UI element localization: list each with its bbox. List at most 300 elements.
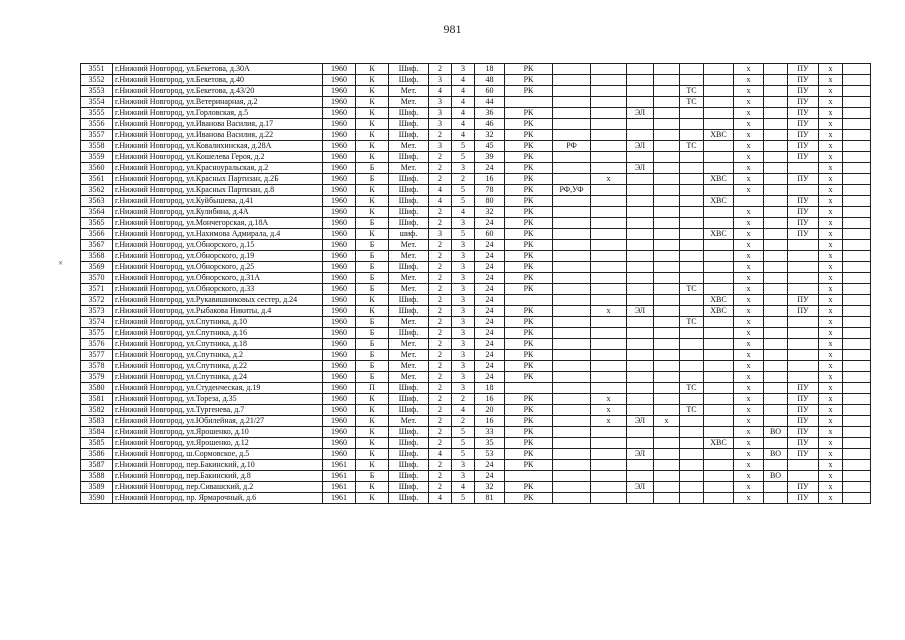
cell-facade xyxy=(553,427,591,438)
cell-x2 xyxy=(654,141,680,152)
cell-el xyxy=(627,383,654,394)
cell-a: 3 xyxy=(429,75,452,86)
cell-x2 xyxy=(654,185,680,196)
cell-x2 xyxy=(654,482,680,493)
cell-el: ЭЛ xyxy=(627,108,654,119)
cell-a: 2 xyxy=(429,273,452,284)
table-row xyxy=(81,119,871,130)
cell-type: К xyxy=(356,75,389,86)
cell-vo xyxy=(764,405,788,416)
cell-ts xyxy=(680,273,704,284)
table-row xyxy=(81,185,871,196)
cell-apartments: 24 xyxy=(475,361,505,372)
cell-vo xyxy=(764,295,788,306)
table-row xyxy=(81,251,871,262)
cell-address: г.Нижний Новгород, ул.Рыбакова Никиты, д.4 xyxy=(113,306,323,317)
cell-hvs xyxy=(704,482,734,493)
cell-facade xyxy=(553,471,591,482)
cell-roof: Мет. xyxy=(389,240,429,251)
cell-apartments: 24 xyxy=(475,339,505,350)
cell-x4: х xyxy=(819,449,843,460)
cell-rk: РК xyxy=(505,251,553,262)
cell-number: 3579 xyxy=(81,372,113,383)
cell-rk: РК xyxy=(505,130,553,141)
cell-hvs xyxy=(704,141,734,152)
cell-hvs xyxy=(704,163,734,174)
cell-year: 1960 xyxy=(323,86,356,97)
cell-x2 xyxy=(654,493,680,504)
cell-roof: Мет. xyxy=(389,350,429,361)
cell-x1 xyxy=(591,295,627,306)
cell-pu: ПУ xyxy=(788,493,819,504)
cell-number: 3571 xyxy=(81,284,113,295)
cell-apartments: 18 xyxy=(475,64,505,75)
cell-roof: Мет. xyxy=(389,97,429,108)
cell-el xyxy=(627,460,654,471)
cell-address: г.Нижний Новгород, пер.Бакинский, д.10 xyxy=(113,460,323,471)
cell-x3: х xyxy=(734,394,764,405)
cell-el xyxy=(627,174,654,185)
cell-year: 1961 xyxy=(323,460,356,471)
cell-ts xyxy=(680,196,704,207)
cell-x3 xyxy=(734,196,764,207)
cell-address: г.Нижний Новгород, ул.Мончегорская, д.18А xyxy=(113,218,323,229)
cell-address: г.Нижний Новгород, ул.Ярошенко, д.12 xyxy=(113,438,323,449)
cell-number: 3567 xyxy=(81,240,113,251)
cell-el xyxy=(627,295,654,306)
cell-x3: х xyxy=(734,317,764,328)
cell-x4: х xyxy=(819,427,843,438)
cell-rk: РК xyxy=(505,207,553,218)
cell-roof: Шиф. xyxy=(389,130,429,141)
margin-mark: × xyxy=(58,258,64,268)
cell-extra xyxy=(843,163,871,174)
cell-hvs xyxy=(704,493,734,504)
cell-pu: ПУ xyxy=(788,97,819,108)
cell-x4: х xyxy=(819,383,843,394)
cell-floors: 5 xyxy=(452,185,475,196)
cell-facade xyxy=(553,86,591,97)
cell-type: К xyxy=(356,152,389,163)
cell-vo: ВО xyxy=(764,471,788,482)
cell-x1 xyxy=(591,207,627,218)
cell-ts: ТС xyxy=(680,405,704,416)
cell-number: 3580 xyxy=(81,383,113,394)
cell-x3: х xyxy=(734,218,764,229)
cell-year: 1960 xyxy=(323,295,356,306)
cell-pu xyxy=(788,361,819,372)
cell-el xyxy=(627,218,654,229)
cell-address: г.Нижний Новгород, ул.Иванова Василия, д.22 xyxy=(113,130,323,141)
cell-ts xyxy=(680,493,704,504)
cell-year: 1960 xyxy=(323,317,356,328)
cell-year: 1960 xyxy=(323,108,356,119)
cell-x3: х xyxy=(734,383,764,394)
cell-x1 xyxy=(591,339,627,350)
cell-vo xyxy=(764,251,788,262)
cell-x3: х xyxy=(734,449,764,460)
cell-address: г.Нижний Новгород, пер.Сивашский, д.2 xyxy=(113,482,323,493)
cell-facade xyxy=(553,174,591,185)
cell-year: 1960 xyxy=(323,75,356,86)
cell-year: 1960 xyxy=(323,240,356,251)
cell-ts xyxy=(680,350,704,361)
cell-el xyxy=(627,75,654,86)
cell-number: 3577 xyxy=(81,350,113,361)
cell-x3: х xyxy=(734,130,764,141)
cell-vo xyxy=(764,372,788,383)
cell-type: К xyxy=(356,482,389,493)
table-row xyxy=(81,339,871,350)
cell-roof: Шиф. xyxy=(389,438,429,449)
cell-x1 xyxy=(591,75,627,86)
cell-vo xyxy=(764,152,788,163)
cell-hvs: ХВС xyxy=(704,295,734,306)
cell-vo xyxy=(764,493,788,504)
cell-ts xyxy=(680,295,704,306)
cell-x1 xyxy=(591,152,627,163)
cell-el xyxy=(627,119,654,130)
cell-a: 2 xyxy=(429,372,452,383)
cell-rk xyxy=(505,97,553,108)
cell-extra xyxy=(843,251,871,262)
cell-extra xyxy=(843,471,871,482)
table-row xyxy=(81,482,871,493)
cell-rk: РК xyxy=(505,64,553,75)
cell-x4: х xyxy=(819,339,843,350)
cell-floors: 4 xyxy=(452,207,475,218)
cell-floors: 2 xyxy=(452,174,475,185)
cell-x1 xyxy=(591,361,627,372)
cell-x4: х xyxy=(819,86,843,97)
cell-apartments: 32 xyxy=(475,482,505,493)
cell-x4: х xyxy=(819,174,843,185)
cell-ts xyxy=(680,207,704,218)
cell-year: 1960 xyxy=(323,394,356,405)
cell-vo xyxy=(764,339,788,350)
cell-ts xyxy=(680,130,704,141)
cell-x2 xyxy=(654,130,680,141)
cell-a: 3 xyxy=(429,97,452,108)
cell-number: 3556 xyxy=(81,119,113,130)
cell-apartments: 24 xyxy=(475,372,505,383)
cell-el xyxy=(627,361,654,372)
cell-ts: ТС xyxy=(680,383,704,394)
cell-x4: х xyxy=(819,196,843,207)
cell-facade xyxy=(553,482,591,493)
cell-extra xyxy=(843,394,871,405)
cell-hvs xyxy=(704,471,734,482)
cell-hvs xyxy=(704,152,734,163)
cell-year: 1960 xyxy=(323,119,356,130)
cell-el xyxy=(627,152,654,163)
cell-year: 1961 xyxy=(323,471,356,482)
cell-number: 3578 xyxy=(81,361,113,372)
cell-year: 1960 xyxy=(323,328,356,339)
cell-rk: РК xyxy=(505,460,553,471)
cell-pu xyxy=(788,273,819,284)
cell-vo xyxy=(764,174,788,185)
cell-extra xyxy=(843,493,871,504)
cell-vo xyxy=(764,328,788,339)
cell-address: г.Нижний Новгород, пр. Ярмарочный, д.6 xyxy=(113,493,323,504)
cell-x2 xyxy=(654,284,680,295)
cell-floors: 3 xyxy=(452,273,475,284)
cell-apartments: 16 xyxy=(475,394,505,405)
cell-extra xyxy=(843,416,871,427)
cell-ts xyxy=(680,416,704,427)
cell-address: г.Нижний Новгород, ул.Спутника, д.18 xyxy=(113,339,323,350)
cell-x1 xyxy=(591,350,627,361)
cell-ts xyxy=(680,262,704,273)
cell-apartments: 24 xyxy=(475,295,505,306)
cell-x3: х xyxy=(734,405,764,416)
cell-hvs xyxy=(704,64,734,75)
cell-x2 xyxy=(654,273,680,284)
cell-x3: х xyxy=(734,471,764,482)
table-row xyxy=(81,317,871,328)
cell-type: К xyxy=(356,207,389,218)
cell-floors: 5 xyxy=(452,493,475,504)
cell-year: 1960 xyxy=(323,174,356,185)
cell-roof: Шиф. xyxy=(389,383,429,394)
cell-facade xyxy=(553,416,591,427)
cell-address: г.Нижний Новгород, ул.Куйбышева, д.41 xyxy=(113,196,323,207)
cell-x1 xyxy=(591,427,627,438)
cell-x4: х xyxy=(819,97,843,108)
cell-year: 1960 xyxy=(323,339,356,350)
cell-vo xyxy=(764,394,788,405)
cell-year: 1960 xyxy=(323,218,356,229)
cell-type: К xyxy=(356,449,389,460)
cell-rk: РК xyxy=(505,306,553,317)
cell-x1: х xyxy=(591,405,627,416)
cell-facade xyxy=(553,97,591,108)
cell-hvs xyxy=(704,328,734,339)
cell-a: 2 xyxy=(429,350,452,361)
table-row xyxy=(81,427,871,438)
cell-apartments: 39 xyxy=(475,152,505,163)
cell-x3: х xyxy=(734,185,764,196)
cell-extra xyxy=(843,185,871,196)
cell-pu: ПУ xyxy=(788,416,819,427)
cell-extra xyxy=(843,64,871,75)
cell-address: г.Нижний Новгород, ул.Спутника, д.22 xyxy=(113,361,323,372)
cell-x4: х xyxy=(819,328,843,339)
cell-number: 3565 xyxy=(81,218,113,229)
cell-roof: Мет. xyxy=(389,251,429,262)
cell-x1 xyxy=(591,317,627,328)
cell-x3: х xyxy=(734,416,764,427)
cell-type: Б xyxy=(356,339,389,350)
cell-x3: х xyxy=(734,251,764,262)
cell-facade xyxy=(553,284,591,295)
cell-a: 2 xyxy=(429,295,452,306)
cell-extra xyxy=(843,427,871,438)
cell-ts: ТС xyxy=(680,141,704,152)
cell-roof: Шиф. xyxy=(389,482,429,493)
cell-x2 xyxy=(654,372,680,383)
cell-x1 xyxy=(591,185,627,196)
cell-address: г.Нижний Новгород, ул.Спутника, д.16 xyxy=(113,328,323,339)
cell-pu xyxy=(788,163,819,174)
cell-a: 2 xyxy=(429,438,452,449)
cell-a: 2 xyxy=(429,394,452,405)
cell-hvs xyxy=(704,273,734,284)
cell-floors: 5 xyxy=(452,141,475,152)
cell-facade xyxy=(553,295,591,306)
cell-facade xyxy=(553,372,591,383)
cell-x3: х xyxy=(734,427,764,438)
cell-apartments: 33 xyxy=(475,427,505,438)
cell-a: 2 xyxy=(429,460,452,471)
cell-x1: х xyxy=(591,416,627,427)
cell-ts xyxy=(680,163,704,174)
cell-extra xyxy=(843,295,871,306)
cell-extra xyxy=(843,262,871,273)
cell-pu xyxy=(788,471,819,482)
cell-address: г.Нижний Новгород, ул.Рукавишниковых сестер, д.24 xyxy=(113,295,323,306)
table-row xyxy=(81,295,871,306)
cell-address: г.Нижний Новгород, ул.Спутника, д.10 xyxy=(113,317,323,328)
cell-a: 2 xyxy=(429,405,452,416)
cell-rk: РК xyxy=(505,108,553,119)
table-row xyxy=(81,108,871,119)
cell-a: 4 xyxy=(429,449,452,460)
cell-apartments: 78 xyxy=(475,185,505,196)
cell-extra xyxy=(843,273,871,284)
cell-roof: Мет. xyxy=(389,317,429,328)
cell-roof: Шиф. xyxy=(389,207,429,218)
cell-address: г.Нижний Новгород, ул.Бекетова, д.43/20 xyxy=(113,86,323,97)
cell-roof: Шиф. xyxy=(389,196,429,207)
cell-pu: ПУ xyxy=(788,86,819,97)
cell-rk: РК xyxy=(505,482,553,493)
cell-el xyxy=(627,372,654,383)
cell-x2 xyxy=(654,394,680,405)
cell-type: Б xyxy=(356,372,389,383)
cell-vo xyxy=(764,262,788,273)
cell-vo xyxy=(764,108,788,119)
cell-address: г.Нижний Новгород, ул.Горловская, д.5 xyxy=(113,108,323,119)
cell-vo xyxy=(764,163,788,174)
cell-pu xyxy=(788,240,819,251)
cell-el: ЭЛ xyxy=(627,482,654,493)
cell-apartments: 18 xyxy=(475,383,505,394)
cell-pu: ПУ xyxy=(788,108,819,119)
cell-address: г.Нижний Новгород, ул.Спутника, д.2 xyxy=(113,350,323,361)
cell-pu xyxy=(788,328,819,339)
cell-address: г.Нижний Новгород, ул.Ковалихинская, д.28А xyxy=(113,141,323,152)
cell-pu: ПУ xyxy=(788,207,819,218)
cell-number: 3560 xyxy=(81,163,113,174)
cell-roof: Шиф. xyxy=(389,449,429,460)
cell-x2: х xyxy=(654,416,680,427)
cell-year: 1960 xyxy=(323,372,356,383)
cell-x3: х xyxy=(734,295,764,306)
table-row xyxy=(81,163,871,174)
cell-extra xyxy=(843,405,871,416)
cell-floors: 3 xyxy=(452,317,475,328)
cell-x2 xyxy=(654,295,680,306)
cell-pu: ПУ xyxy=(788,438,819,449)
cell-hvs xyxy=(704,262,734,273)
cell-pu xyxy=(788,339,819,350)
cell-a: 2 xyxy=(429,416,452,427)
cell-x3: х xyxy=(734,119,764,130)
cell-ts xyxy=(680,251,704,262)
cell-floors: 5 xyxy=(452,449,475,460)
cell-extra xyxy=(843,361,871,372)
table-row xyxy=(81,229,871,240)
cell-vo xyxy=(764,383,788,394)
cell-type: К xyxy=(356,438,389,449)
table-row xyxy=(81,361,871,372)
cell-facade xyxy=(553,218,591,229)
cell-year: 1960 xyxy=(323,350,356,361)
cell-address: г.Нижний Новгород, ул.Юбилейная, д.21/27 xyxy=(113,416,323,427)
cell-hvs xyxy=(704,416,734,427)
table-row xyxy=(81,174,871,185)
cell-address: г.Нижний Новгород, ул.Нахимова Адмирала, д.4 xyxy=(113,229,323,240)
cell-year: 1960 xyxy=(323,273,356,284)
cell-floors: 4 xyxy=(452,119,475,130)
cell-pu: ПУ xyxy=(788,119,819,130)
cell-x2 xyxy=(654,350,680,361)
cell-address: г.Нижний Новгород, ул.Бекетова, д.40 xyxy=(113,75,323,86)
cell-x4: х xyxy=(819,295,843,306)
cell-rk: РК xyxy=(505,86,553,97)
cell-rk: РК xyxy=(505,328,553,339)
cell-type: Б xyxy=(356,273,389,284)
cell-x3: х xyxy=(734,240,764,251)
cell-rk xyxy=(505,383,553,394)
cell-pu: ПУ xyxy=(788,64,819,75)
cell-a: 2 xyxy=(429,471,452,482)
cell-x2 xyxy=(654,306,680,317)
cell-pu: ПУ xyxy=(788,141,819,152)
cell-x3: х xyxy=(734,339,764,350)
cell-el xyxy=(627,86,654,97)
cell-extra xyxy=(843,372,871,383)
cell-number: 3554 xyxy=(81,97,113,108)
cell-hvs: ХВС xyxy=(704,306,734,317)
cell-facade xyxy=(553,273,591,284)
cell-extra xyxy=(843,75,871,86)
cell-number: 3566 xyxy=(81,229,113,240)
table-row xyxy=(81,141,871,152)
cell-number: 3564 xyxy=(81,207,113,218)
cell-floors: 5 xyxy=(452,196,475,207)
cell-type: Б xyxy=(356,361,389,372)
cell-apartments: 36 xyxy=(475,108,505,119)
cell-ts: ТС xyxy=(680,86,704,97)
cell-address: г.Нижний Новгород, ул.Красных Партизан, д.2Б xyxy=(113,174,323,185)
cell-hvs xyxy=(704,339,734,350)
cell-type: К xyxy=(356,196,389,207)
cell-hvs: ХВС xyxy=(704,229,734,240)
cell-type: К xyxy=(356,493,389,504)
cell-type: К xyxy=(356,141,389,152)
cell-year: 1960 xyxy=(323,251,356,262)
cell-x4: х xyxy=(819,119,843,130)
cell-hvs: ХВС xyxy=(704,174,734,185)
cell-x4: х xyxy=(819,471,843,482)
cell-x3: х xyxy=(734,438,764,449)
cell-a: 2 xyxy=(429,174,452,185)
cell-x3: х xyxy=(734,75,764,86)
cell-ts: ТС xyxy=(680,97,704,108)
